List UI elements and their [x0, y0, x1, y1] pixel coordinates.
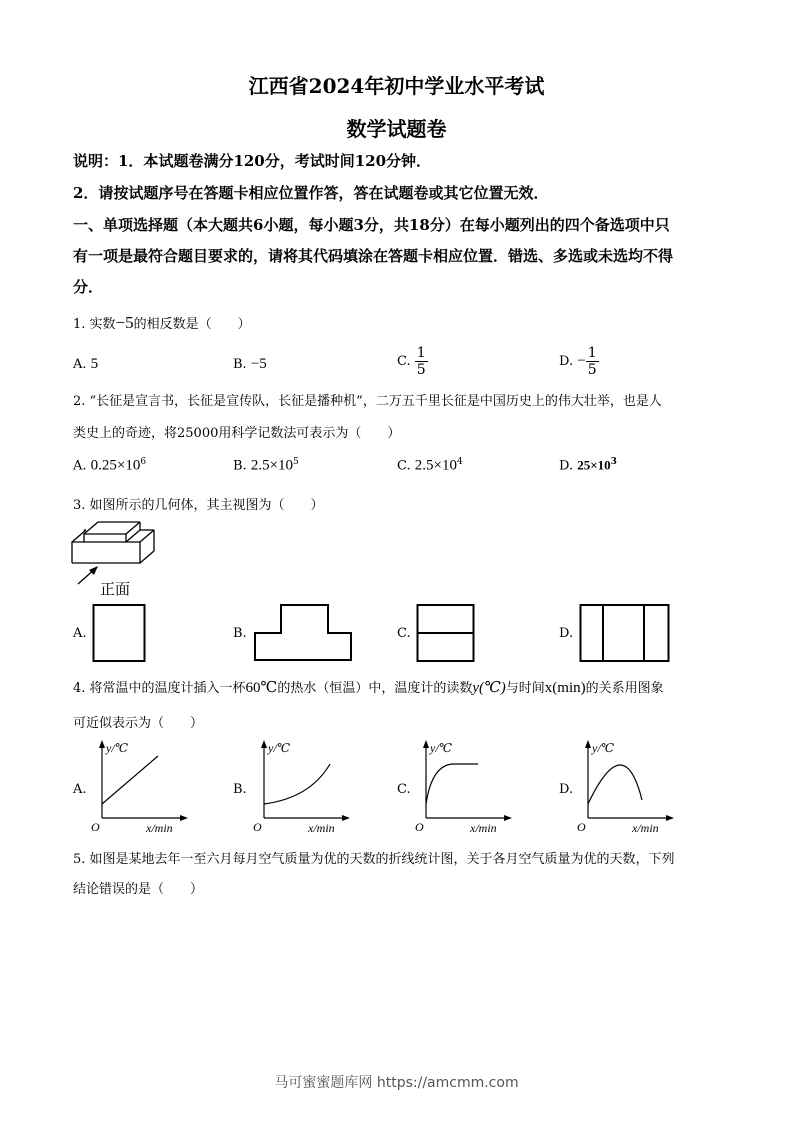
q3-solid-figure	[70, 520, 160, 598]
q1-option-c: C. $\frac{1}{5}$	[397, 345, 426, 378]
q4-option-d-label: D.	[559, 782, 574, 797]
q3-option-a-figure	[92, 603, 147, 663]
svg-text:x/min: x/min	[470, 821, 497, 835]
svg-text:O: O	[577, 820, 586, 834]
q3-front-label: 正面	[100, 582, 131, 598]
q2-option-b: B. $2.5\times 10^5$	[233, 457, 299, 474]
svg-text:y/℃: y/℃	[430, 741, 453, 755]
q2-option-a: A. $0.25\times 10^6$	[73, 457, 147, 474]
instruction-line-2: 2．请按试题序号在答题卡相应位置作答，答在试题卷或其它位置无效．	[73, 184, 549, 202]
svg-text:O: O	[253, 820, 262, 834]
question-2-line-1: 2. “长征是宣言书，长征是宣传队，长征是播种机”，二万五千里长征是中国历史上的伟大壮举，也是人	[73, 394, 662, 409]
q3-option-c-label: C.	[397, 626, 411, 641]
question-3-stem: 3. 如图所示的几何体，其主视图为（ ）	[73, 498, 324, 513]
q1-option-a: A. 5	[73, 356, 99, 372]
question-4-line-1: 4. 将常温中的温度计插入一杯60℃的热水（恒温）中，温度计的读数y(℃)与时间x(min)的关系用图象	[73, 680, 664, 696]
q2-option-c: C. $2.5\times 10^4$	[397, 457, 463, 474]
q4-option-a-label: A.	[73, 782, 87, 797]
q4-option-b-graph	[250, 738, 355, 836]
question-1-stem: 1. 实数−5的相反数是（ ）	[73, 313, 251, 332]
q4-option-a-graph	[88, 738, 193, 836]
svg-text:y/℃: y/℃	[106, 741, 129, 755]
exam-title: 江西省2024年初中学业水平考试	[248, 74, 545, 98]
q3-option-b-figure	[253, 603, 353, 663]
question-5-line-2: 结论错误的是（ ）	[73, 882, 204, 897]
q3-option-d-figure	[579, 603, 671, 663]
q1-option-b: B. −5	[233, 356, 267, 372]
q3-option-a-label: A.	[73, 626, 87, 641]
svg-text:x/min: x/min	[146, 821, 173, 835]
q4-option-c-graph	[412, 738, 517, 836]
q4-option-b-label: B.	[233, 782, 247, 797]
svg-text:x/min: x/min	[632, 821, 659, 835]
section-heading-line-2: 有一项是最符合题目要求的，请将其代码填涂在答题卡相应位置．错选、多选或未选均不得	[73, 247, 674, 265]
q4-option-d-graph	[574, 738, 679, 836]
question-5-line-1: 5. 如图是某地去年一至六月每月空气质量为优的天数的折线统计图，关于各月空气质量为优的天数，下列	[73, 852, 675, 867]
exam-subtitle: 数学试题卷	[346, 117, 447, 141]
question-4-line-2: 可近似表示为（ ）	[73, 716, 204, 731]
instruction-line-1: 说明：1．本试题卷满分120分，考试时间120分钟．	[73, 152, 432, 170]
footer-watermark: 马可蜜蜜题库网 https://amcmm.com	[274, 1075, 519, 1091]
q1-option-d: D. − $\frac{1}{5}$	[559, 345, 597, 378]
svg-text:O: O	[91, 820, 100, 834]
question-2-line-2: 类史上的奇迹，将25000用科学记数法可表示为（ ）	[73, 426, 401, 441]
q3-option-c-figure	[416, 603, 476, 663]
q3-option-b-label: B.	[233, 626, 247, 641]
svg-text:O: O	[415, 820, 424, 834]
section-heading-line-1: 一、单项选择题（本大题共6小题，每小题3分，共18分）在每小题列出的四个备选项中只	[73, 216, 670, 234]
q2-option-d: D. $25\times 10^3$	[559, 457, 617, 474]
q4-option-c-label: C.	[397, 782, 411, 797]
svg-text:x/min: x/min	[308, 821, 335, 835]
svg-text:y/℃: y/℃	[268, 741, 291, 755]
svg-text:y/℃: y/℃	[592, 741, 615, 755]
section-heading-line-3: 分．	[73, 278, 104, 296]
q3-option-d-label: D.	[559, 626, 574, 641]
